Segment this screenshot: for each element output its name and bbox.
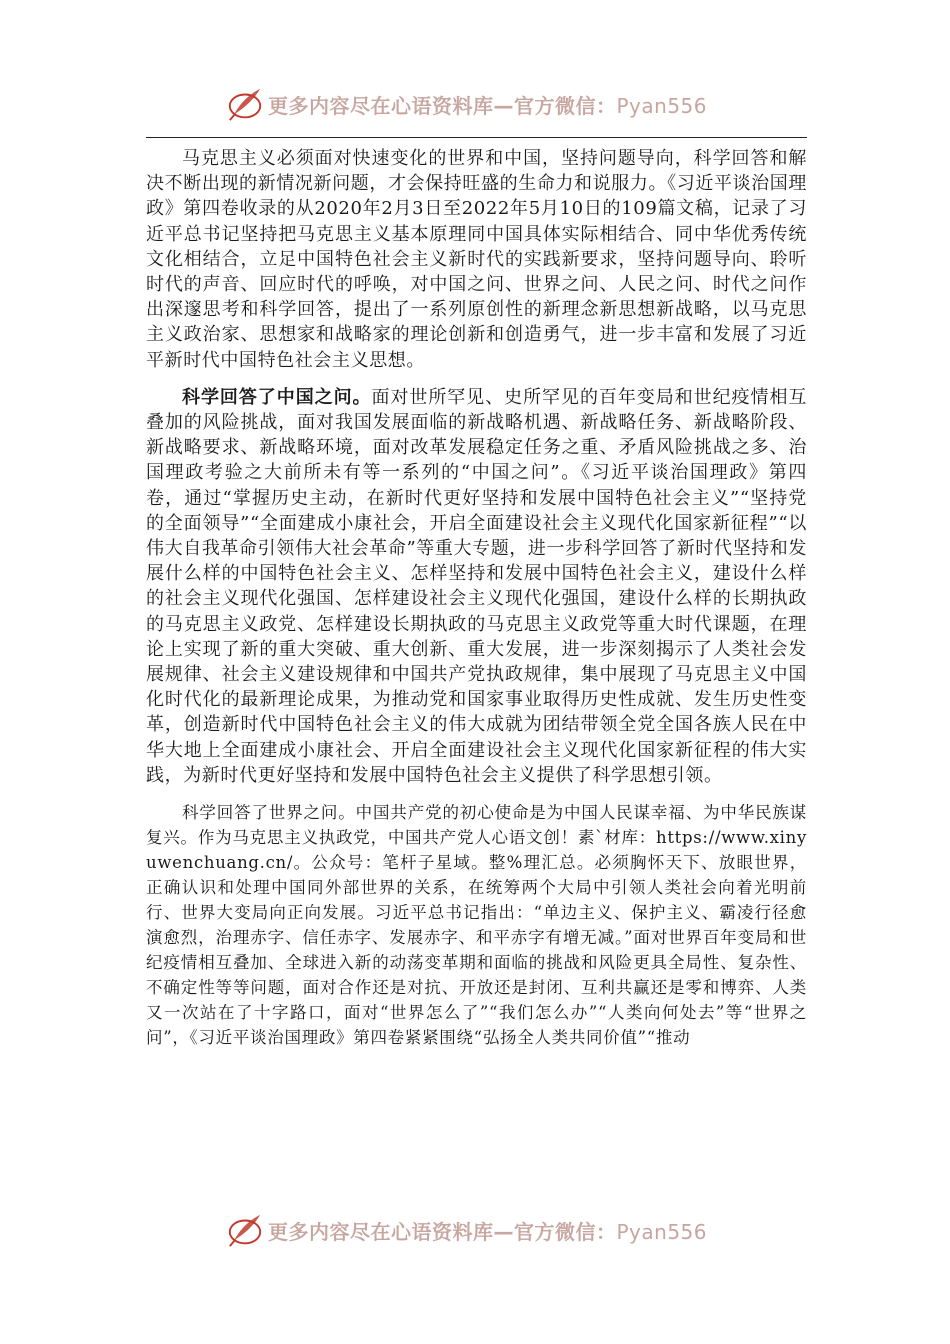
paragraph-world-question: 科学回答了世界之问。中国共产党的初心使命是为中国人民谋幸福、为中华民族谋复兴。作为马克思主义执政党，中国共产党人心语文创！素`材库：https://www.xinyuwenchuang.cn/。公众号：笔杆子星域。整%理汇总。必须胸怀天下、放眼世界，正确认识和处理中国同外部世界的关系，在统筹两个大局中引领人类社会向着光明前行、世界大变局向正向发展。习近平总书记指出：“单边主义、保护主义、霸凌行径愈演愈烈，治理赤字、信任赤字、发展赤字、和平赤字有增无减。”面对世界百年变局和世纪疫情相互叠加、全球进入新的动荡变革期和面临的挑战和风险更具全局性、复杂性、不确定性等等问题，面对合作还是对抗、开放还是封闭、互利共赢还是零和博弈、人类又一次站在了十字路口，面对“世界怎么了”“我们怎么办”“人类向何处去”等“世界之问”，《习近平谈治国理政》第四卷紧紧围绕“弘扬全人类共同价值”“推动 — [146, 803, 807, 1048]
paragraph-intro: 马克思主义必须面对快速变化的世界和中国，坚持问题导向，科学回答和解决不断出现的新情况新问题，才会保持旺盛的生命力和说服力。《习近平谈治国理政》第四卷收录的从2020年2月3日至2022年5月10日的109篇文稿，记录了习近平总书记坚持把马克思主义基本原理同中国具体实际相结合、同中华优秀传统文化相结合，立足中国特色社会主义新时代的实践新要求，坚持问题导向、聆听时代的声音、回应时代的呼唤，对中国之问、世界之问、人民之问、时代之问作出深邃思考和科学回答，提出了一系列原创性的新理念新思想新战略，以马克思主义政治家、思想家和战略家的理论创新和创造勇气，进一步丰富和发展了习近平新时代中国特色社会主义思想。 — [146, 148, 807, 371]
header-banner — [226, 84, 707, 124]
header-divider — [146, 137, 807, 138]
banner-text: 更多内容尽在心语资料库—官方微信：Pyan556 — [268, 1219, 708, 1244]
footer-banner — [226, 1210, 707, 1250]
paragraph-body: 面对世所罕见、史所罕见的百年变局和世纪疫情相互叠加的风险挑战，面对我国发展面临的新战略机遇、新战略任务、新战略阶段、新战略要求、新战略环境，面对改革发展稳定任务之重、矛盾风险挑战之多、治国理政考验之大前所未有等一系列的“中国之问”。《习近平谈治国理政》第四卷，通过“掌握历史主动，在新时代更好坚持和发展中国特色社会主义”“坚持党的全面领导”“全面建成小康社会，开启全面建设社会主义现代化国家新征程”“以伟大自我革命引领伟大社会革命”等重大专题，进一步科学回答了新时代坚持和发展什么样的中国特色社会主义、怎样坚持和发展中国特色社会主义，建设什么样的社会主义现代化强国、怎样建设社会主义现代化强国，建设什么样的长期执政的马克思主义政党、怎样建设长期执政的马克思主义政党等重大时代课题，在理论上实现了新的重大突破、重大创新、重大发展，进一步深刻揭示了人类社会发展规律、社会主义建设规律和中国共产党执政规律，集中展现了马克思主义中国化时代化的最新理论成果，为推动党和国家事业取得历史性成就、发生历史性变革，创造新时代中国特色社会主义的伟大成就为团结带领全党全国各族人民在中华大地上全面建成小康社会、开启全面建设社会主义现代化国家新征程的伟大实践，为新时代更好坚持和发展中国特色社会主义提供了科学思想引领。 — [146, 386, 807, 786]
paragraph-lead-heading: 科学回答了中国之问。 — [182, 386, 372, 408]
document-body — [146, 146, 807, 1050]
banner-text: 更多内容尽在心语资料库—官方微信：Pyan556 — [268, 93, 708, 118]
feather-pen-icon — [226, 1211, 264, 1249]
feather-pen-icon — [226, 85, 264, 123]
paragraph-china-question — [146, 385, 807, 788]
